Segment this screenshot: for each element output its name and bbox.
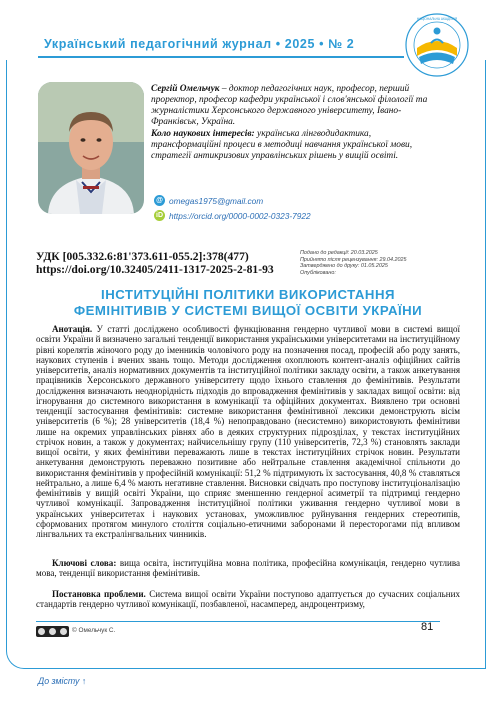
- svg-text:НАЦІОНАЛЬНА АКАДЕМІЯ: НАЦІОНАЛЬНА АКАДЕМІЯ: [416, 17, 458, 21]
- author-info: [151, 84, 443, 128]
- problem-label: Постановка проблеми.: [52, 589, 146, 599]
- article-title: [36, 287, 460, 318]
- cc-license-icon[interactable]: [36, 626, 69, 637]
- email-icon: @: [154, 195, 165, 206]
- keywords-label: Ключові слова:: [52, 558, 117, 568]
- problem-statement: [36, 589, 460, 610]
- toc-link[interactable]: До змісту ↑: [38, 676, 87, 686]
- date-approved: Затверджено до друку: 01.05.2025: [300, 263, 388, 270]
- interests-text: українська лінгводидактика, трансформаційні процеси в методиці навчання української мови, стратегії антикризових управлінських рішень у вищій освіті.: [151, 129, 413, 161]
- article-identifiers: [36, 250, 274, 276]
- page-number: 81: [421, 621, 434, 633]
- orcid-contact[interactable]: [154, 210, 311, 221]
- date-reviewed: Прийнято після рецензування: 29.04.2025: [300, 256, 407, 263]
- abstract-label: Анотація.: [52, 324, 93, 334]
- abstract-text: У статті досліджено особливості функціювання гендерно чутливої мови в системі вищої освіти України й визначено загальні тенденції використання українськими університетами на інституційному рівні корелятів жіночого роду до іменників чоловічого роду на позначення посад, професій або роду занять, наукових ступенів і вчених звань тощо. Методи дослідження охоплюють контент-аналіз офіційних сайтів університетів, аналіз нормативних документів та інституційної політики закладу освіти, а також анкетування працівників Херсонського державного університету щодо їхнього ставлення до фемінітивів. Результати дослідження визначають неоднорідність підходів до впровадження фемінітивів у закладах вищої освіти: від ігнорування до системного використання в комунікації та офіційних документах. Виявлено три основні тенденції застосування фемінітивів: системне використання фемінітивної лексики демонструють вісім університетів (6 %); 28 університетів (18,4 %) непоправдовано (несистемно) використовують фемінітиви лише на окремих управлінських рівнях або в деяких структурних підрозділах, у текстах інституційних стрічок новин, а також у документах; найчисельнішу групу (110 університетів, 72,3 %) становлять заклади вищої освіти, у яких фемінітиви переважають лише в текстах інституційних стрічок новин. Результати анкетування демонструють переважно позитивне або нейтральне ставлення академічної спільноти до використання фемінітивів у професійній комунікації: 51,2 % підтримують їх застосування, 40,8 % ставляться нейтрально, а лише 6,4 % мають негативне ставлення. Висновки свідчать про поступову інституціоналізацію фемінітивів у вищій освіті України, що сприяє зменшенню гендерної асиметрії та підтримці гендерно чутливої комунікації. Запровадження інституційної політики уживання гендерно чутливої мови в українських університетах і наукових установах, уможливлює руйнування гендерних стереотипів, сформованих протягом минулого століття соціально-етичними заборонами й пересторогами під впливом лінгвальних та екстралінгвальних чинників.: [36, 324, 460, 539]
- copyright: © Омельчук С.: [72, 627, 116, 634]
- keywords: [36, 558, 460, 579]
- research-interests: [151, 129, 443, 162]
- date-published: Опубліковано:: [300, 269, 336, 276]
- orcid-icon: iD: [156, 212, 163, 219]
- footer-rule: [36, 621, 440, 622]
- email-link[interactable]: omegas1975@gmail.com: [169, 195, 264, 206]
- udk-code: УДК [005.332.6:81'373.611-055.2]:378(477): [36, 250, 249, 263]
- author-description: – доктор педагогічних наук, професор, перший проректор, професор кафедри української і слов'янської філології та журналістики Херсонського державного університету, Івано-Франківськ, Україна.: [151, 84, 428, 127]
- problem-text: Система вищої освіти України поступово адаптується до сучасних соціальних стандартів гендерно чутливої комунікації, позбавленої, насамперед, андроцентризму,: [36, 589, 460, 610]
- title-line-2: ФЕМІНІТИВІВ У СИСТЕМІ ВИЩОЇ ОСВІТИ УКРАЇНИ: [73, 302, 423, 318]
- author-photo: [38, 82, 144, 214]
- date-received: Подано до редакції: 20.03.2025: [300, 250, 378, 256]
- abstract: [36, 324, 460, 539]
- journal-header: Український педагогічний журнал • 2025 • № 2: [44, 37, 355, 51]
- author-name: Сергій Омельчук: [151, 84, 220, 94]
- title-line-1: ІНСТИТУЦІЙНІ ПОЛІТИКИ ВИКОРИСТАННЯ: [101, 287, 395, 302]
- keywords-text: вища освіта, інституційна мовна політика, професійна комунікація, гендерно чутлива мова, тенденції використання фемінітивів.: [36, 558, 461, 579]
- journal-logo: [404, 12, 470, 84]
- article-dates: [300, 250, 407, 276]
- interests-label: Коло наукових інтересів:: [151, 129, 255, 139]
- doi-link[interactable]: https://doi.org/10.32405/2411-1317-2025-2-81-93: [36, 263, 274, 276]
- email-contact[interactable]: [154, 195, 263, 206]
- header-rule: [38, 56, 404, 58]
- orcid-link[interactable]: https://orcid.org/0000-0002-0323-7922: [169, 210, 311, 221]
